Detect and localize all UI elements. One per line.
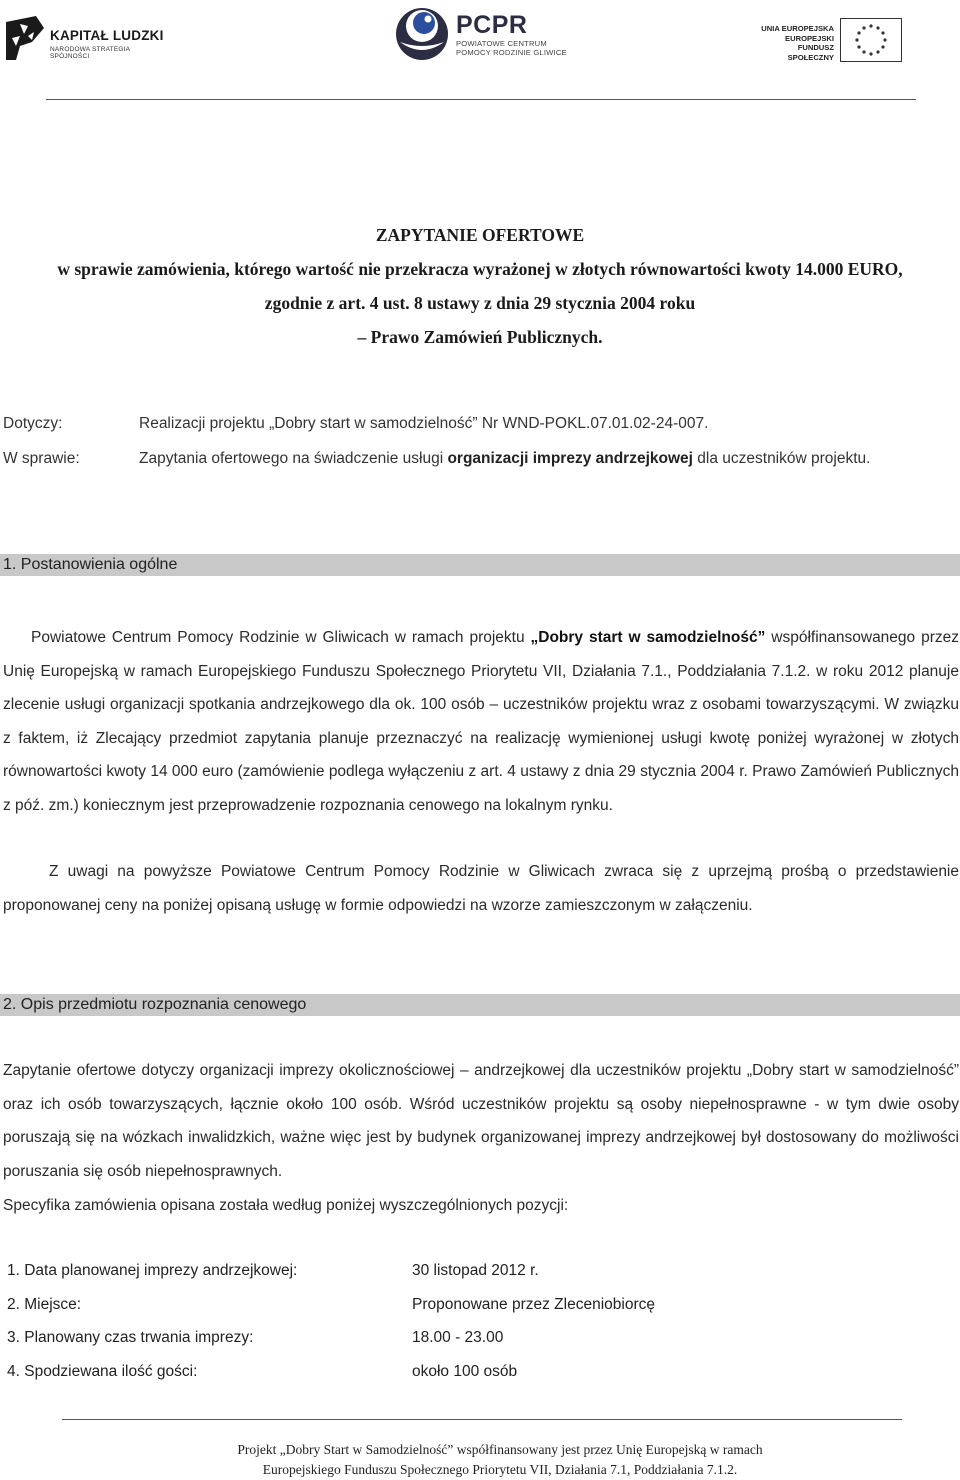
page-header <box>0 0 960 100</box>
spec-value: 18.00 - 23.00 <box>412 1329 504 1346</box>
meta-dotyczy-value: Realizacji projektu „Dobry start w samodzielność” Nr WND-POKL.07.01.02-24-007. <box>139 415 709 432</box>
section-2-heading-text: 2. Opis przedmiotu rozpoznania cenowego <box>3 996 307 1013</box>
pcpr-globe-icon <box>394 4 450 62</box>
section-1-p1-text-end: współfinansowanego przez Unię Europejską w ramach Europejskiego Funduszu Społecznego Priorytetu VII, Działania 7.1., Poddziałania 7.1.2. w roku 2012 planuje zlecenie usługi organizacji spotkania andrzejkowego dla ok. 100 osób – uczestników projektu wraz z osobami towarzyszącymi. W związku z faktem, iż Zlecający przedmiot zapytania planuje przeznaczyć na realizację wymienionej usługi kwotę poniżej wyrażonej w złotych równowartości kwoty 14 000 euro (zamówienie podlega wyłączeniu z art. 4 ustawy z dnia 29 stycznia 2004 r. Prawo Zamówień Publicznych z póź. zm.) koniecznym jest przeprowadzenie rozpoznania cenowego na lokalnym rynku. <box>3 629 959 814</box>
meta-sprawie-value <box>139 443 919 475</box>
spec-label: 4. Spodziewana ilość gości: <box>7 1362 198 1380</box>
meta-sprawie-text: Zapytania ofertowego na świadczenie usługi <box>139 450 448 467</box>
pcpr-title: PCPR <box>456 11 528 39</box>
spec-label: 1. Data planowanej imprezy andrzejkowej: <box>7 1262 298 1279</box>
header-divider <box>46 99 916 100</box>
section-1-p1-project-name: „Dobry start w samodzielność” <box>530 629 766 646</box>
pcpr-subtitle-line1: POWIATOWE CENTRUM <box>456 39 547 48</box>
kapital-ludzki-title: KAPITAŁ LUDZKI <box>50 28 164 43</box>
spec-row-duration <box>7 1329 807 1363</box>
pcpr-subtitle-line2: POMOCY RODZINIE GLIWICE <box>456 47 567 57</box>
document-subtitle-line2: zgodnie z art. 4 ust. 8 ustawy z dnia 29 stycznia 2004 roku <box>264 293 696 313</box>
ue-text-line3: FUNDUSZ SPOŁECZNY <box>787 43 834 62</box>
pcpr-subtitle <box>456 40 576 57</box>
meta-dotyczy-label: Dotyczy: <box>3 415 63 432</box>
page-footer <box>0 1440 960 1480</box>
section-2-heading <box>0 994 960 1016</box>
section-2-paragraph-2: Specyfika zamówienia opisana została według poniżej wyszczególnionych pozycji: <box>3 1197 569 1214</box>
section-1-heading <box>0 554 960 576</box>
document-subtitle-line1: w sprawie zamówienia, którego wartość nie przekracza wyrażonej w złotych równowartości kwoty 14.000 EURO, <box>57 259 903 279</box>
section-1-p1-text: Powiatowe Centrum Pomocy Rodzinie w Gliwicach w ramach projektu <box>31 629 531 646</box>
specification-list <box>7 1262 807 1396</box>
ue-text-line2: EUROPEJSKI <box>785 33 834 43</box>
spec-row-place <box>7 1296 807 1330</box>
pcpr-logo <box>394 4 584 64</box>
ue-text <box>752 24 834 62</box>
section-2-paragraph-1: Zapytanie ofertowe dotyczy organizacji imprezy okolicznościowej – andrzejkowej dla uczestników projektu „Dobry start w samodzielność” oraz ich osób towarzyszących, łącznie około 100 osób. Wśród uczestników projektu są osoby niepełnosprawne - w tym dwie osoby poruszają się na wózkach inwalidzkich, ważne więc jest by budynek organizowanej imprezy andrzejkowej był dostosowany do możliwości poruszania się osób niepełnosprawnych. <box>3 1062 959 1180</box>
meta-sprawie-bold: organizacji imprezy andrzejkowej <box>447 450 693 467</box>
section-1-paragraph-1 <box>3 621 959 822</box>
document-title-block <box>0 218 960 354</box>
spec-label: 2. Miejsce: <box>7 1295 82 1313</box>
meta-sprawie-text-end: dla uczestników projektu. <box>692 450 871 467</box>
kapital-ludzki-subtitle: NARODOWA STRATEGIA SPÓJNOŚCI <box>50 46 130 60</box>
document-title: ZAPYTANIE OFERTOWE <box>375 225 585 245</box>
spec-value: około 100 osób <box>412 1362 518 1380</box>
eu-flag-icon <box>840 18 902 62</box>
kapital-ludzki-logo <box>6 16 166 64</box>
kapital-ludzki-mark-icon <box>6 16 44 60</box>
spec-row-guests <box>7 1363 807 1397</box>
section-1-paragraph-2: Z uwagi na powyższe Powiatowe Centrum Pomocy Rodzinie w Gliwicach zwraca się z uprzejmą prośbą o przedstawienie proponowanej ceny na poniżej opisaną usługę w formie odpowiedzi na wzorze zamieszczonym w załączeniu. <box>3 863 959 914</box>
ue-text-line1: UNIA EUROPEJSKA <box>761 24 834 33</box>
spec-row-date <box>7 1262 807 1296</box>
unia-europejska-logo <box>752 18 907 64</box>
document-subtitle-line3: – Prawo Zamówień Publicznych. <box>357 327 603 347</box>
footer-divider <box>62 1419 902 1420</box>
spec-value: Proponowane przez Zleceniobiorcę <box>412 1295 655 1313</box>
section-1-heading-text: 1. Postanowienia ogólne <box>3 556 178 573</box>
meta-sprawie-label: W sprawie: <box>3 450 80 467</box>
spec-label: 3. Planowany czas trwania imprezy: <box>7 1329 254 1346</box>
footer-line2: Europejskiego Funduszu Społecznego Priorytetu VII, Działania 7.1, Poddziałania 7.1.2. <box>262 1462 738 1477</box>
spec-value: 30 listopad 2012 r. <box>412 1262 539 1279</box>
footer-line1: Projekt „Dobry Start w Samodzielność” współfinansowany jest przez Unię Europejską w ramach <box>237 1442 763 1457</box>
